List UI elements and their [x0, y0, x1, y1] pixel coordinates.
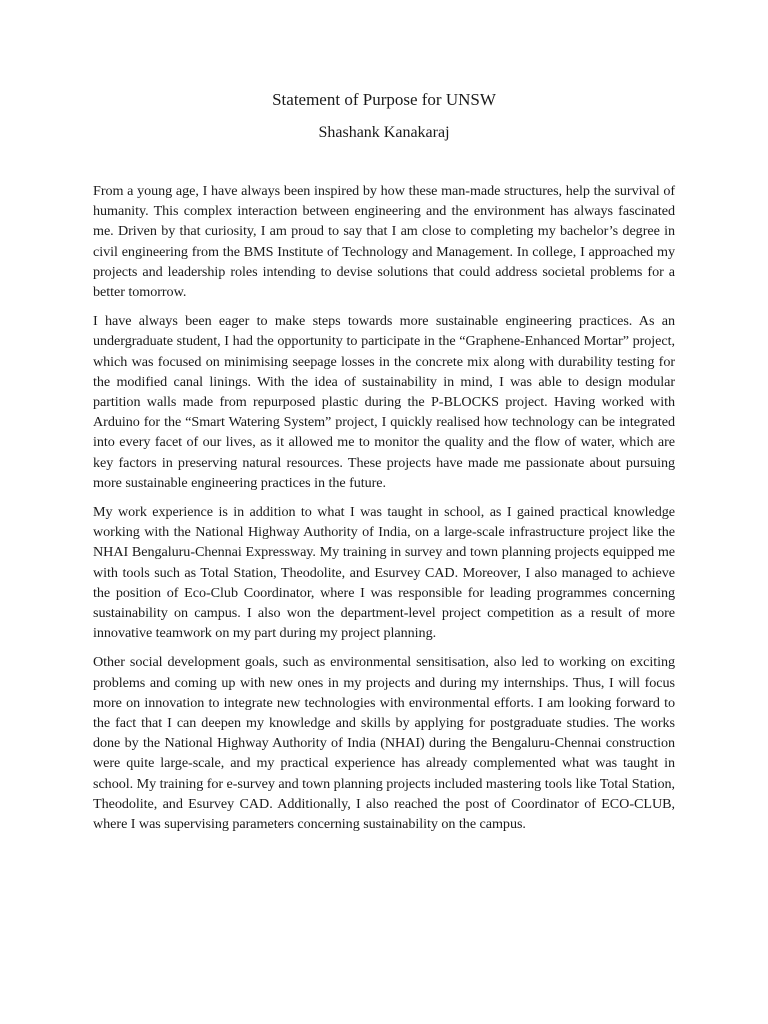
paragraph-1: From a young age, I have always been inspired by how these man-made structures, help the survival of humanity. This complex interaction between engineering and the environment has always fascinated me. Driven by that curiosity, I am proud to say that I am close to completing my bachelor’s degree in civil engineering from the BMS Institute of Technology and Management. In college, I approached my projects and leadership roles intending to devise solutions that could address societal problems for a better tomorrow.: [93, 183, 675, 301]
document-body: [93, 181, 675, 843]
author-name: Shashank Kanakaraj: [318, 124, 450, 141]
document-title: Statement of Purpose for UNSW: [272, 90, 496, 109]
paragraph-4: Other social development goals, such as environmental sensitisation, also led to working on exciting problems and coming up with new ones in my projects and during my internships. Thus, I will focus more on innovation to integrate new technologies with environmental efforts. I am looking forward to the fact that I can deepen my knowledge and skills by applying for postgraduate studies. The works done by the National Highway Authority of India (NHAI) during the Bengaluru-Chennai construction were quite large-scale, and my practical experience has already complemented what was taught in school. My training for e-survey and town planning projects included mastering tools like Total Station, Theodolite, and Esurvey CAD. Additionally, I also reached the post of Coordinator of ECO-CLUB, where I was supervising parameters concerning sustainability on the campus.: [93, 654, 675, 833]
paragraph-3: My work experience is in addition to what I was taught in school, as I gained practical knowledge working with the National Highway Authority of India, on a large-scale infrastructure project like the NHAI Bengaluru-Chennai Expressway. My training in survey and town planning projects equipped me with tools such as Total Station, Theodolite, and Esurvey CAD. Moreover, I also managed to achieve the position of Eco-Club Coordinator, where I was responsible for leading programmes concerning sustainability on campus. I also won the department-level project competition as a result of more innovative teamwork on my part during my project planning.: [93, 504, 675, 642]
paragraph-2: I have always been eager to make steps towards more sustainable engineering practices. As an undergraduate student, I had the opportunity to participate in the “Graphene-Enhanced Mortar” project, which was focused on minimising seepage losses in the concrete mix along with durability testing for the modified canal linings. With the idea of sustainability in mind, I was able to design modular partition walls made from repurposed plastic during the P-BLOCKS project. Having worked with Arduino for the “Smart Watering System” project, I quickly realised how technology can be integrated into every facet of our lives, as it allowed me to monitor the quality and the flow of water, which are key factors in preserving natural resources. These projects have made me passionate about pursuing more sustainable engineering practices in the future.: [93, 313, 675, 491]
